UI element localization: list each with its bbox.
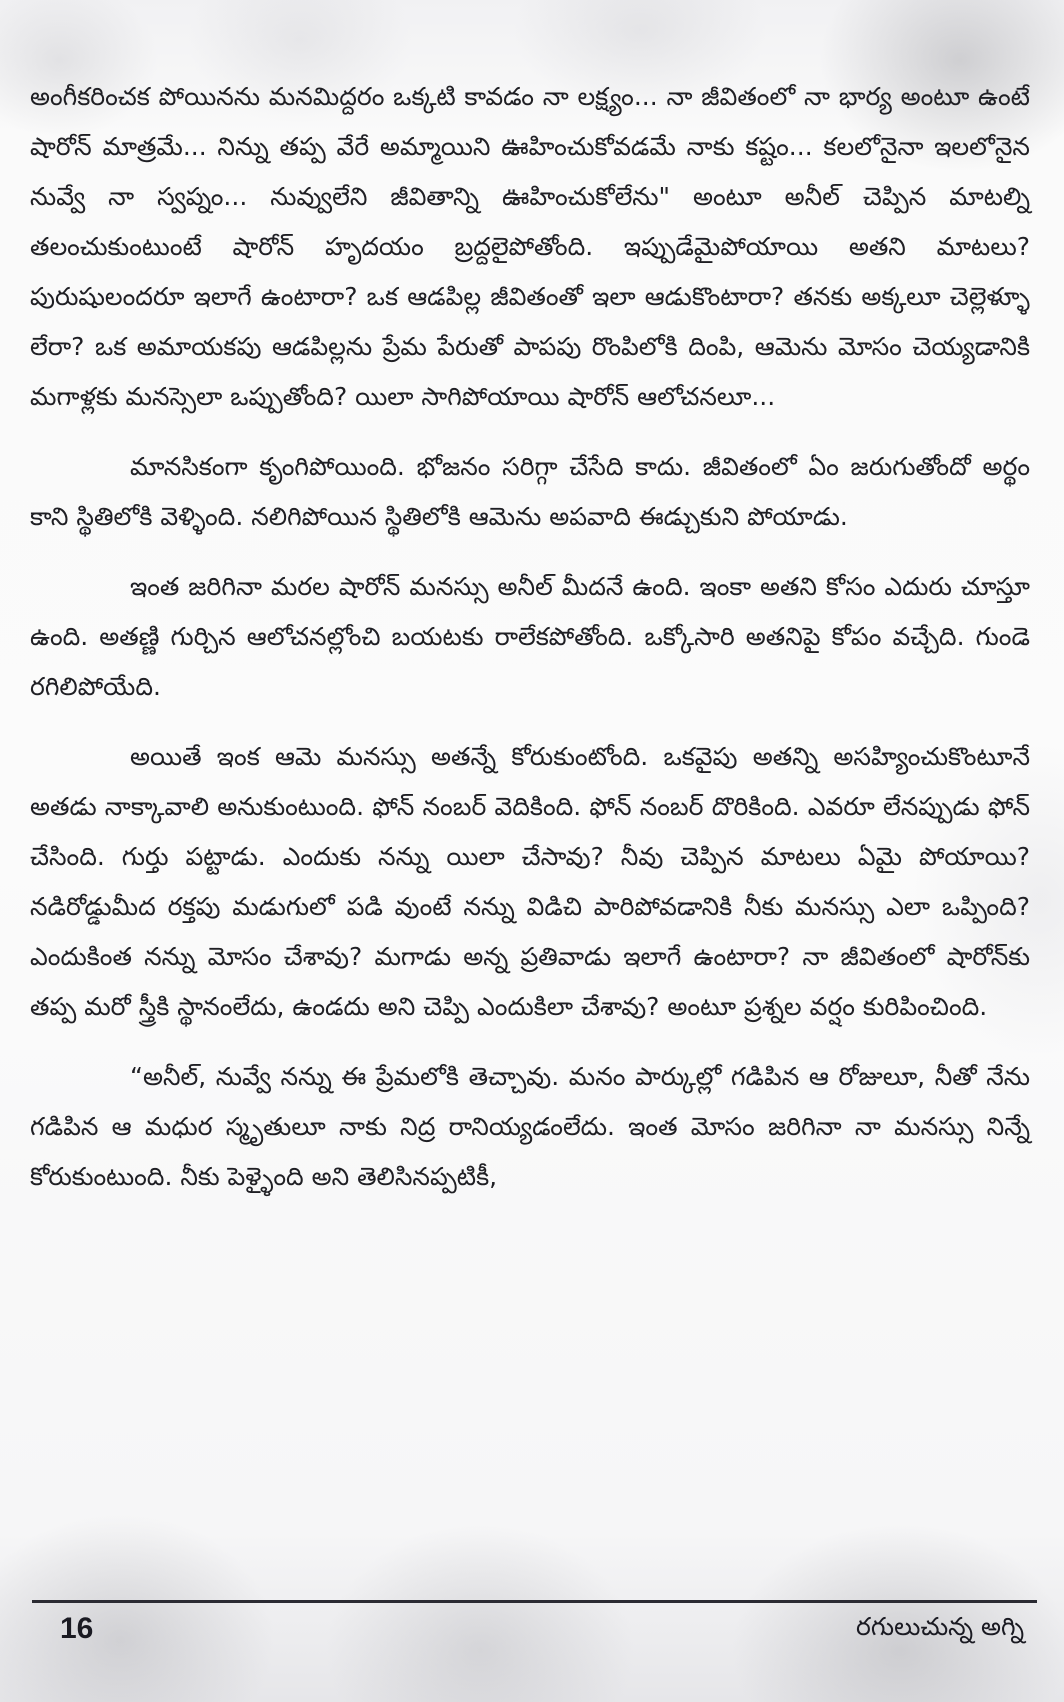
paragraph-2: మానసికంగా కృంగిపోయింది. భోజనం సరిగ్గా చేసేది కాదు. జీవితంలో ఏం జరుగుతోందో అర్థం కాని స్థితిలోకి వెళ్ళింది. నలిగిపోయిన స్థితిలోకి ఆమెను అపవాది ఈడ్చుకుని పోయాడు. [30,452,1030,531]
paragraph-3: ఇంత జరిగినా మరల షారోన్ మనస్సు అనీల్ మీదనే ఉంది. ఇంకా అతని కోసం ఎదురు చూస్తూ ఉంది. అతణ్ణి గుర్చిన ఆలోచనల్లోంచి బయటకు రాలేకపోతోంది. ఒక్కోసారి అతనిపై కోపం వచ్చేది. గుండె రగిలిపోయేది. [30,572,1030,701]
footer-rule [32,1600,1037,1603]
page-number: 16 [60,1612,94,1645]
running-title: రగులుచున్న అగ్ని [856,1612,1024,1641]
body-text [30,72,1030,1222]
paragraph-4: అయితే ఇంక ఆమె మనస్సు అతన్నే కోరుకుంటోంది. ఒకవైపు అతన్ని అసహ్యించుకొంటూనే అతడు నాక్కావాలి అనుకుంటుంది. ఫోన్ నంబర్ వెదికింది. ఫోన్ నంబర్ దొరికింది. ఎవరూ లేనప్పుడు ఫోన్ చేసింది. గుర్తు పట్టాడు. ఎందుకు నన్ను యిలా చేసావు? నీవు చెప్పిన మాటలు ఏమై పోయాయి? నడిరోడ్డుమీద రక్తపు మడుగులో పడి వుంటే నన్ను విడిచి పారిపోవడానికి నీకు మనస్సు ఎలా ఒప్పింది? ఎందుకింత నన్ను మోసం చేశావు? మగాడు అన్న ప్రతివాడు ఇలాగే ఉంటారా? నా జీవితంలో షారోన్‌కు తప్ప మరో స్త్రీకి స్థానంలేదు, ఉండదు అని చెప్పి ఎందుకిలా చేశావు? అంటూ ప్రశ్నల వర్షం కురిపించింది. [30,742,1030,1021]
paragraph-1: అంగీకరించక పోయినను మనమిద్దరం ఒక్కటి కావడం నా లక్ష్యం... నా జీవితంలో నా భార్య అంటూ ఉంటే షారోన్ మాత్రమే... నిన్ను తప్ప వేరే అమ్మాయిని ఊహించుకోవడమే నాకు కష్టం... కలలోనైనా ఇలలోనైన నువ్వే నా స్వప్నం... నువ్వులేని జీవితాన్ని ఊహించుకోలేను" అంటూ అనీల్ చెప్పిన మాటల్ని తలంచుకుంటుంటే షారోన్ హృదయం బ్రద్దలైపోతోంది. ఇప్పుడేమైపోయాయి అతని మాటలు? పురుషులందరూ ఇలాగే ఉంటారా? ఒక ఆడపిల్ల జీవితంతో ఇలా ఆడుకొంటారా? తనకు అక్కలూ చెల్లెళ్ళూ లేరా? ఒక అమాయకపు ఆడపిల్లను ప్రేమ పేరుతో పాపపు రొంపిలోకి దింపి, ఆమెను మోసం చెయ్యడానికి మగాళ్లకు మనస్సెలా ఒప్పుతోంది? యిలా సాగిపోయాయి షారోన్ ఆలోచనలూ... [30,82,1030,411]
paragraph-5: “అనీల్, నువ్వే నన్ను ఈ ప్రేమలోకి తెచ్చావు. మనం పార్కుల్లో గడిపిన ఆ రోజులూ, నీతో నేను గడిపిన ఆ మధుర స్మృతులూ నాకు నిద్ర రానియ్యడంలేదు. ఇంత మోసం జరిగినా నా మనస్సు నిన్నే కోరుకుంటుంది. నీకు పెళ్ళైంది అని తెలిసినప్పటికీ, [30,1062,1030,1191]
